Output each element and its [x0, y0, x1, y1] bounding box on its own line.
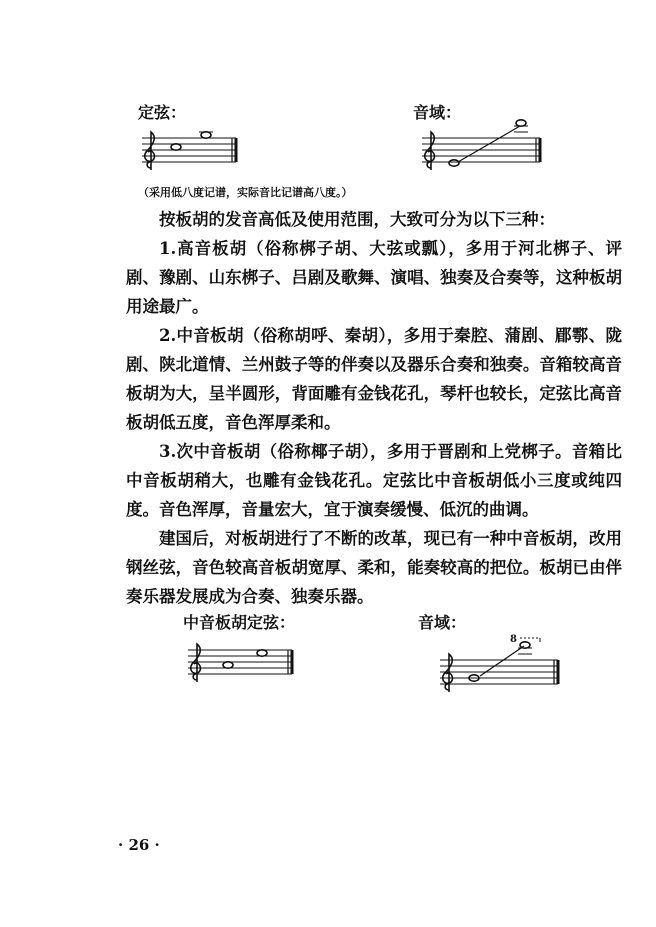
range-label-top: 音域： [413, 103, 462, 122]
tuning-label-top: 定弦： [138, 103, 187, 122]
page-number: · 26 · [118, 836, 160, 854]
tenor-banhu-paragraph: 3.次中音板胡（俗称椰子胡），多用于晋剧和上党梆子。音箱比中音板胡稍大，也雕有金钱花孔。定弦比中音板胡低小三度或纯四度。音色浑厚，音量宏大，宜于演奏缓慢、低沉的曲调。 [126, 442, 622, 519]
range-staff-top [420, 118, 544, 176]
reform-paragraph: 建国后，对板胡进行了不断的改革，现已有一种中音板胡，改用钢丝弦，音色较高音板胡宽厚、柔和，能奏较高的把位。板胡已由伴奏乐器发展成为合奏、独奏乐器。 [126, 529, 622, 606]
notation-note: （采用低八度记谱，实际音比记谱高八度。） [138, 186, 353, 199]
range-staff-bottom [438, 632, 562, 696]
intro-paragraph: 按板胡的发音高低及使用范围，大致可分为以下三种： [159, 210, 555, 229]
range-label-bottom: 音域： [418, 613, 467, 632]
tuning-staff-bottom [186, 640, 296, 686]
tuning-staff-top [140, 128, 240, 176]
middle-banhu-paragraph: 2.中音板胡（俗称胡呼、秦胡），多用于秦腔、蒲剧、郿鄠、陇剧、陕北道情、兰州鼓子等的伴奏以及器乐合奏和独奏。音箱较高音板胡为大，呈半圆形，背面雕有金钱花孔，琴杆也较长，定弦比高音板胡低五度，音色浑厚柔和。 [126, 326, 622, 432]
high-banhu-paragraph: 1.高音板胡（俗称梆子胡、大弦或瓢），多用于河北梆子、评剧、豫剧、山东梆子、吕剧及歌舞、演唱、独奏及合奏等，这种板胡用途最广。 [126, 239, 622, 316]
tuning-label-bottom: 中音板胡定弦： [183, 613, 296, 632]
ottava-mark: 8 [510, 634, 517, 645]
